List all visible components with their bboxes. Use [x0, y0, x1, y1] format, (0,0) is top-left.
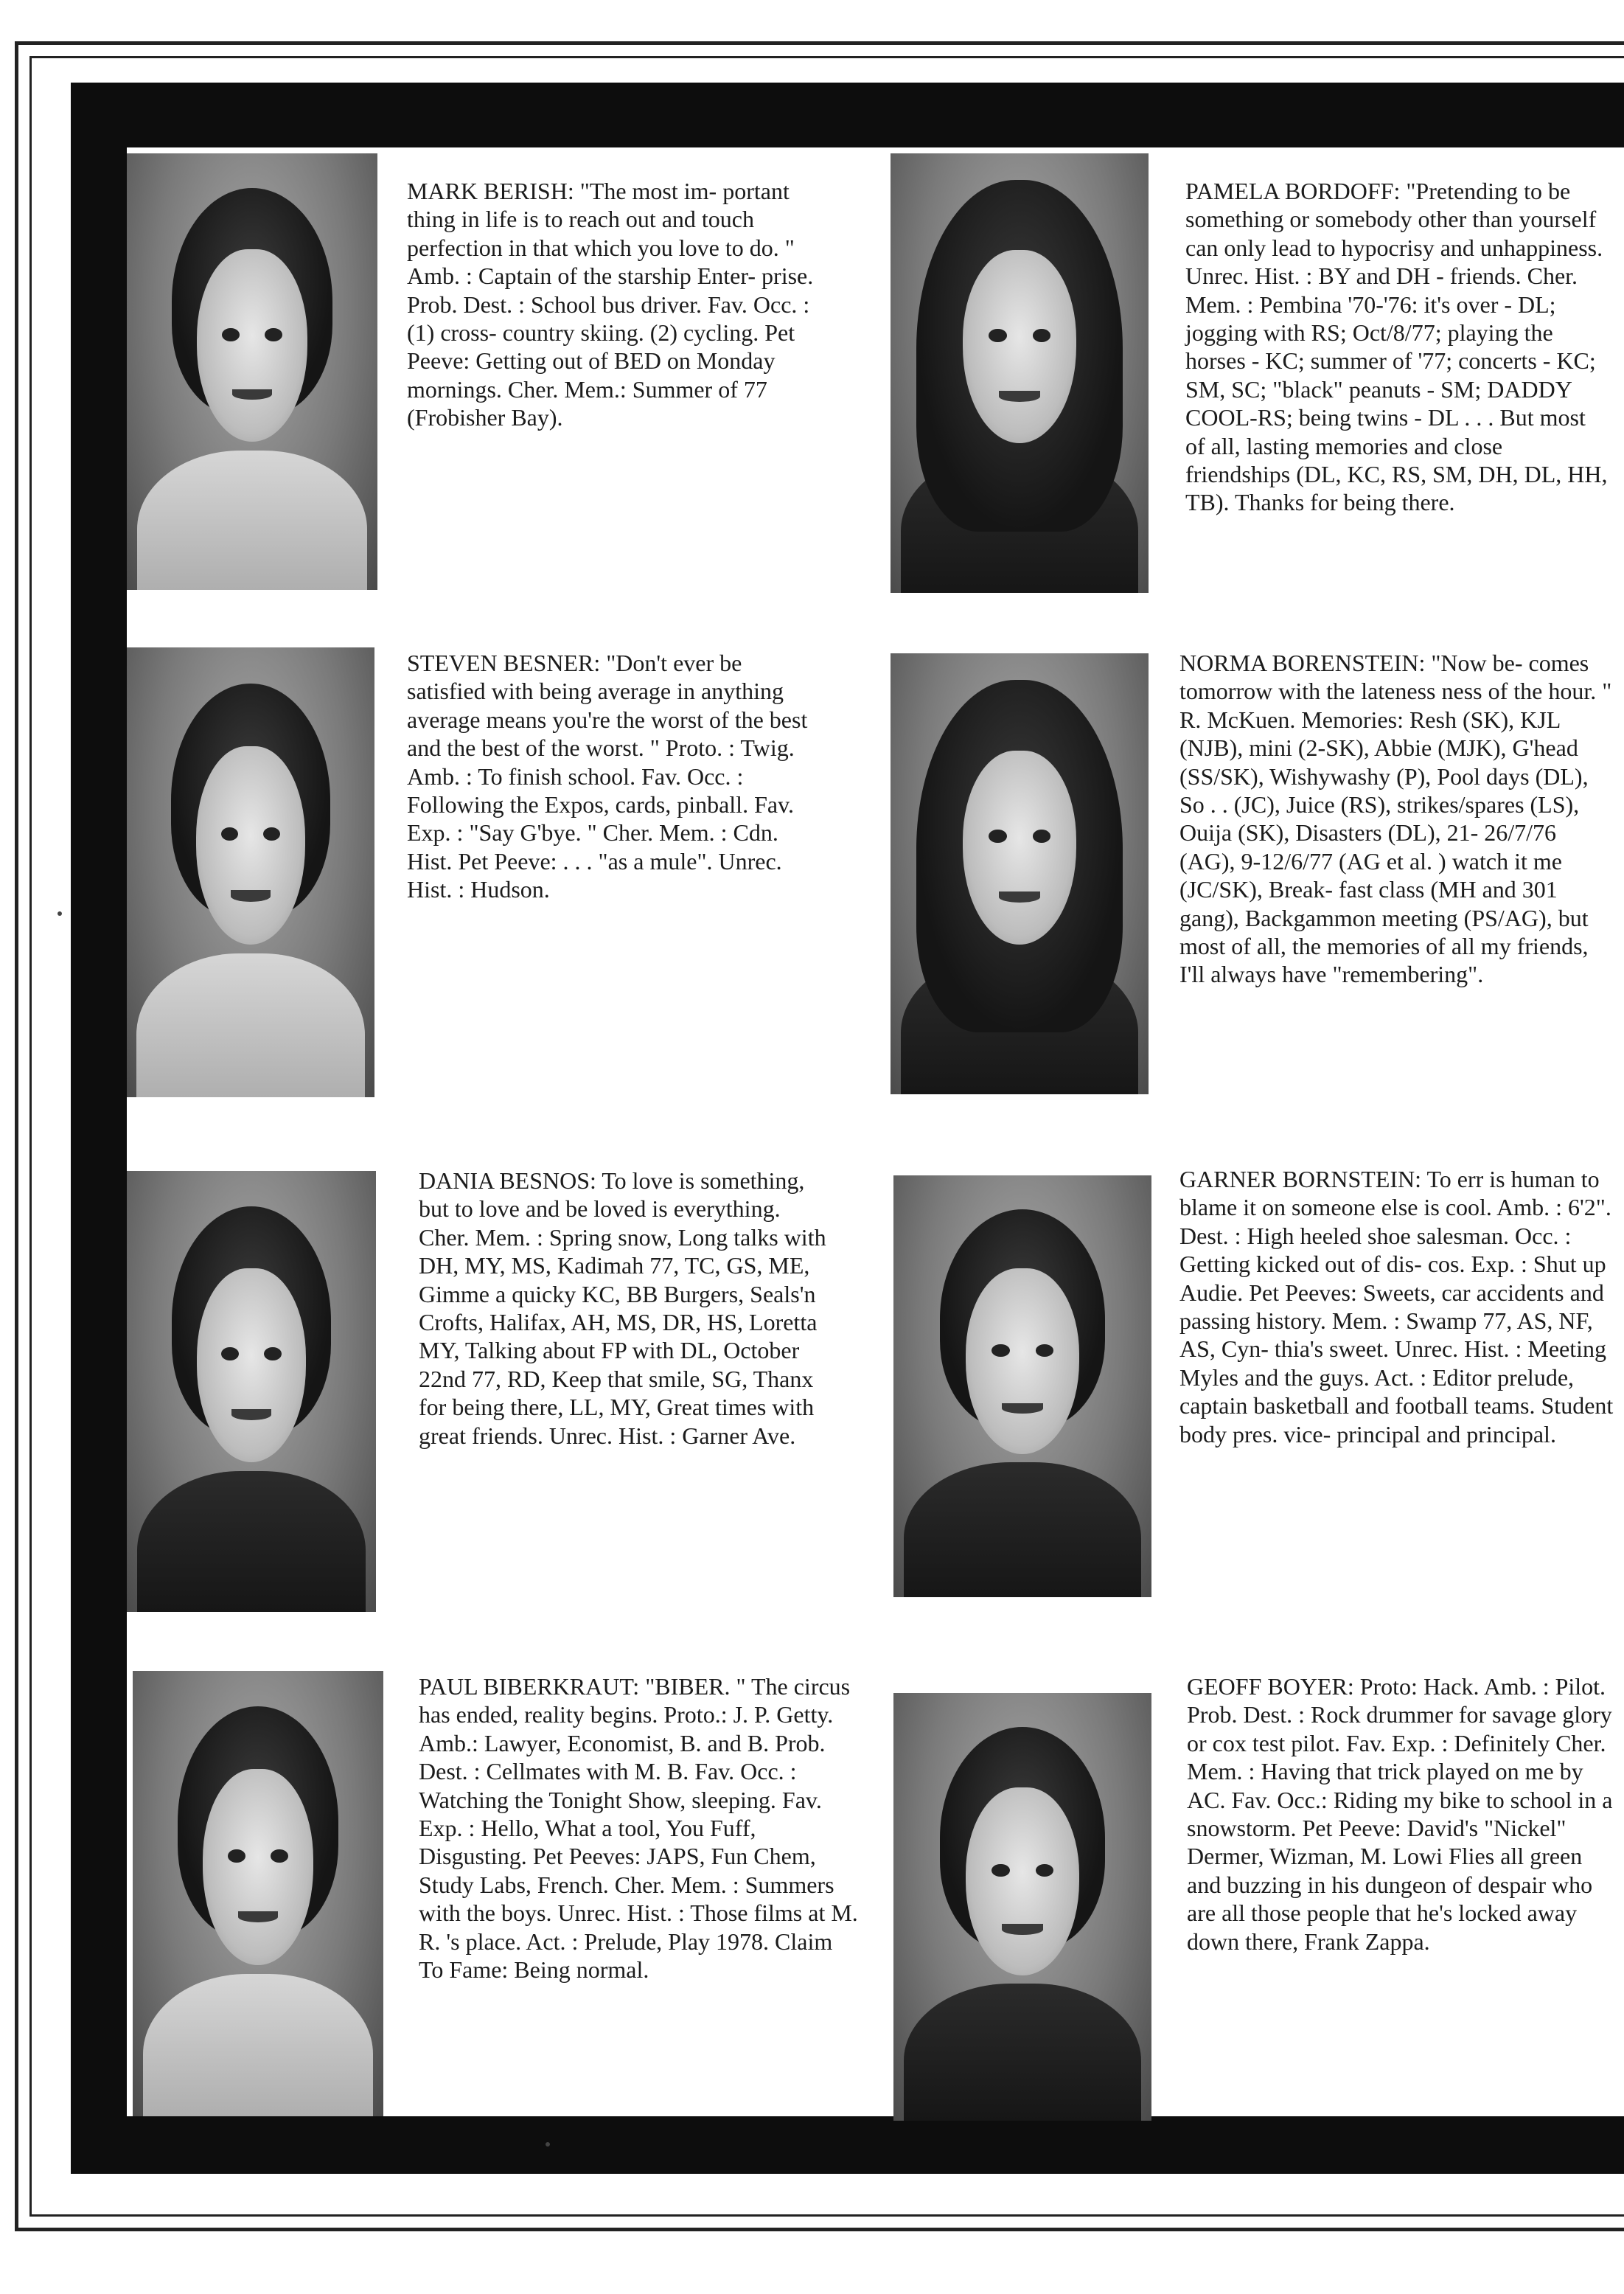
- student-bio-text: To err is human to blame it on someone else is cool. Amb. : 6'2". Dest. : High heeled shoe salesman. Occ. : Getting kicked out of dis- cos. Exp. : Shut up Audie. Pet Peeves: Sweets, car accidents and passing history. Mem. : Swamp 77, AS, NF, AS, Cyn- thia's sweet. Unrec. Hist. : Meeting Myles and the guys. Act. : Editor prelude, captain basketball and football teams. Student body pres. vice- principal and principal.: [1179, 1166, 1614, 1447]
- student-name: GEOFF BOYER:: [1187, 1673, 1354, 1700]
- student-name: NORMA BORENSTEIN:: [1179, 650, 1426, 676]
- print-speck: [546, 2142, 550, 2147]
- student-bio-text: "Pretending to be something or somebody other than yourself can only lead to hypocrisy and unhappiness. Unrec. Hist. : BY and DH - friends. Cher. Mem. : Pembina '70-'76: it's over - DL; jogging with RS; Oct/8/77; playing the horses - KC; summer of '77; concerts - KC; SM, SC; "black" peanuts - SM; DADDY COOL-RS; being twins - DL . . . But most of all, lasting memories and close friendships (DL, KC, RS, SM, DH, DL, HH, TB). Thanks for being there.: [1185, 178, 1608, 516]
- page-border-bottom-inner: [29, 2214, 1624, 2217]
- student-name: MARK BERISH:: [407, 178, 574, 204]
- student-bio: [1187, 1672, 1614, 1956]
- student-bio: [1179, 649, 1614, 989]
- print-speck: [57, 911, 62, 916]
- portrait-photo: [893, 1693, 1151, 2121]
- portrait-photo: [127, 647, 374, 1097]
- student-bio: [1179, 1165, 1614, 1448]
- student-bio-text: To love is something, but to love and be loved is everything. Cher. Mem. : Spring snow, Long talks with DH, MY, MS, Kadimah 77, TC, GS, ME, Gimme a quicky KC, BB Burgers, Seals'n Crofts, Halifax, AH, MS, DR, HS, Loretta MY, Talking about FP with DL, October 22nd 77, RD, Keep that smile, SG, Thanx for being there, LL, MY, Great times with great friends. Unrec. Hist. : Garner Ave.: [419, 1167, 826, 1449]
- page-border-bottom: [15, 2228, 1624, 2231]
- student-bio: [1185, 177, 1609, 517]
- student-name: STEVEN BESNER:: [407, 650, 601, 676]
- student-bio: [419, 1167, 832, 1450]
- portrait-photo: [133, 1671, 383, 2116]
- student-bio: [419, 1672, 861, 1984]
- student-name: PAUL BIBERKRAUT:: [419, 1673, 640, 1700]
- page-border-top-inner: [29, 56, 1624, 58]
- student-bio: [407, 177, 820, 432]
- portrait-photo: [891, 153, 1149, 593]
- page-border-top: [15, 41, 1624, 45]
- student-name: DANIA BESNOS:: [419, 1167, 596, 1194]
- student-bio-text: "Don't ever be satisfied with being average in anything average means you're the worst of the best and the best of the worst. " Proto. : Twig. Amb. : To finish school. Fav. Occ. : Following the Expos, cards, pinball. Fav. Exp. : "Say G'bye. " Cher. Mem. : Cdn. Hist. Pet Peeve: . . . "as a mule". Unrec. Hist. : Hudson.: [407, 650, 808, 903]
- portrait-photo: [127, 1171, 376, 1612]
- portrait-photo: [893, 1175, 1151, 1597]
- student-bio-text: "The most im- portant thing in life is to reach out and touch perfection in that which you love to do. " Amb. : Captain of the starship Enter- prise. Prob. Dest. : School bus driver. Fav. Occ. : (1) cross- country skiing. (2) cycling. Pet Peeve: Getting out of BED on Monday mornings. Cher. Mem.: Summer of 77 (Frobisher Bay).: [407, 178, 814, 431]
- portrait-photo: [891, 653, 1149, 1094]
- page-border-left-inner: [29, 56, 32, 2217]
- page-border-left: [15, 41, 18, 2231]
- student-bio-text: "Now be- comes tomorrow with the lateness ness of the hour. " R. McKuen. Memories: Resh (SK), KJL (NJB), mini (2-SK), Abbie (MJK), G'head (SS/SK), Wishywashy (P), Pool days (DL), So . . (JC), Juice (RS), strikes/spares (LS), Ouija (SK), Disasters (DL), 21- 26/7/76 (AG), 9-12/6/77 (AG et al. ) watch it me (JC/SK), Break- fast class (MH and 301 gang), Backgammon meeting (PS/AG), but most of all, the memories of all my friends, I'll always have "remembering".: [1179, 650, 1612, 988]
- portrait-photo: [127, 153, 377, 590]
- student-name: GARNER BORNSTEIN:: [1179, 1166, 1422, 1192]
- student-bio-text: Proto: Hack. Amb. : Pilot. Prob. Dest. : Rock drummer for savage glory or cox test pilot. Fav. Exp. : Definitely Cher. Mem. : Having that trick played on me by AC. Fav. Occ.: Riding my bike to school in a snowstorm. Pet Peeve: David's "Nickel" Dermer, Wizman, M. Lowi Flies all green and buzzing in his dungeon of despair who are all those people that he's locked away down there, Frank Zappa.: [1187, 1673, 1613, 1955]
- student-bio-text: "BIBER. " The circus has ended, reality begins. Proto.: J. P. Getty. Amb.: Lawyer, Economist, B. and B. Prob. Dest. : Cellmates with M. B. Fav. Occ. : Watching the Tonight Show, sleeping. Fav. Exp. : Hello, What a tool, You Fuff, Disgusting. Pet Peeves: JAPS, Fun Chem, Study Labs, French. Cher. Mem. : Summers with the boys. Unrec. Hist. : Those films at M. R. 's place. Act. : Prelude, Play 1978. Claim To Fame: Being normal.: [419, 1673, 858, 1984]
- student-bio: [407, 649, 820, 904]
- student-name: PAMELA BORDOFF:: [1185, 178, 1401, 204]
